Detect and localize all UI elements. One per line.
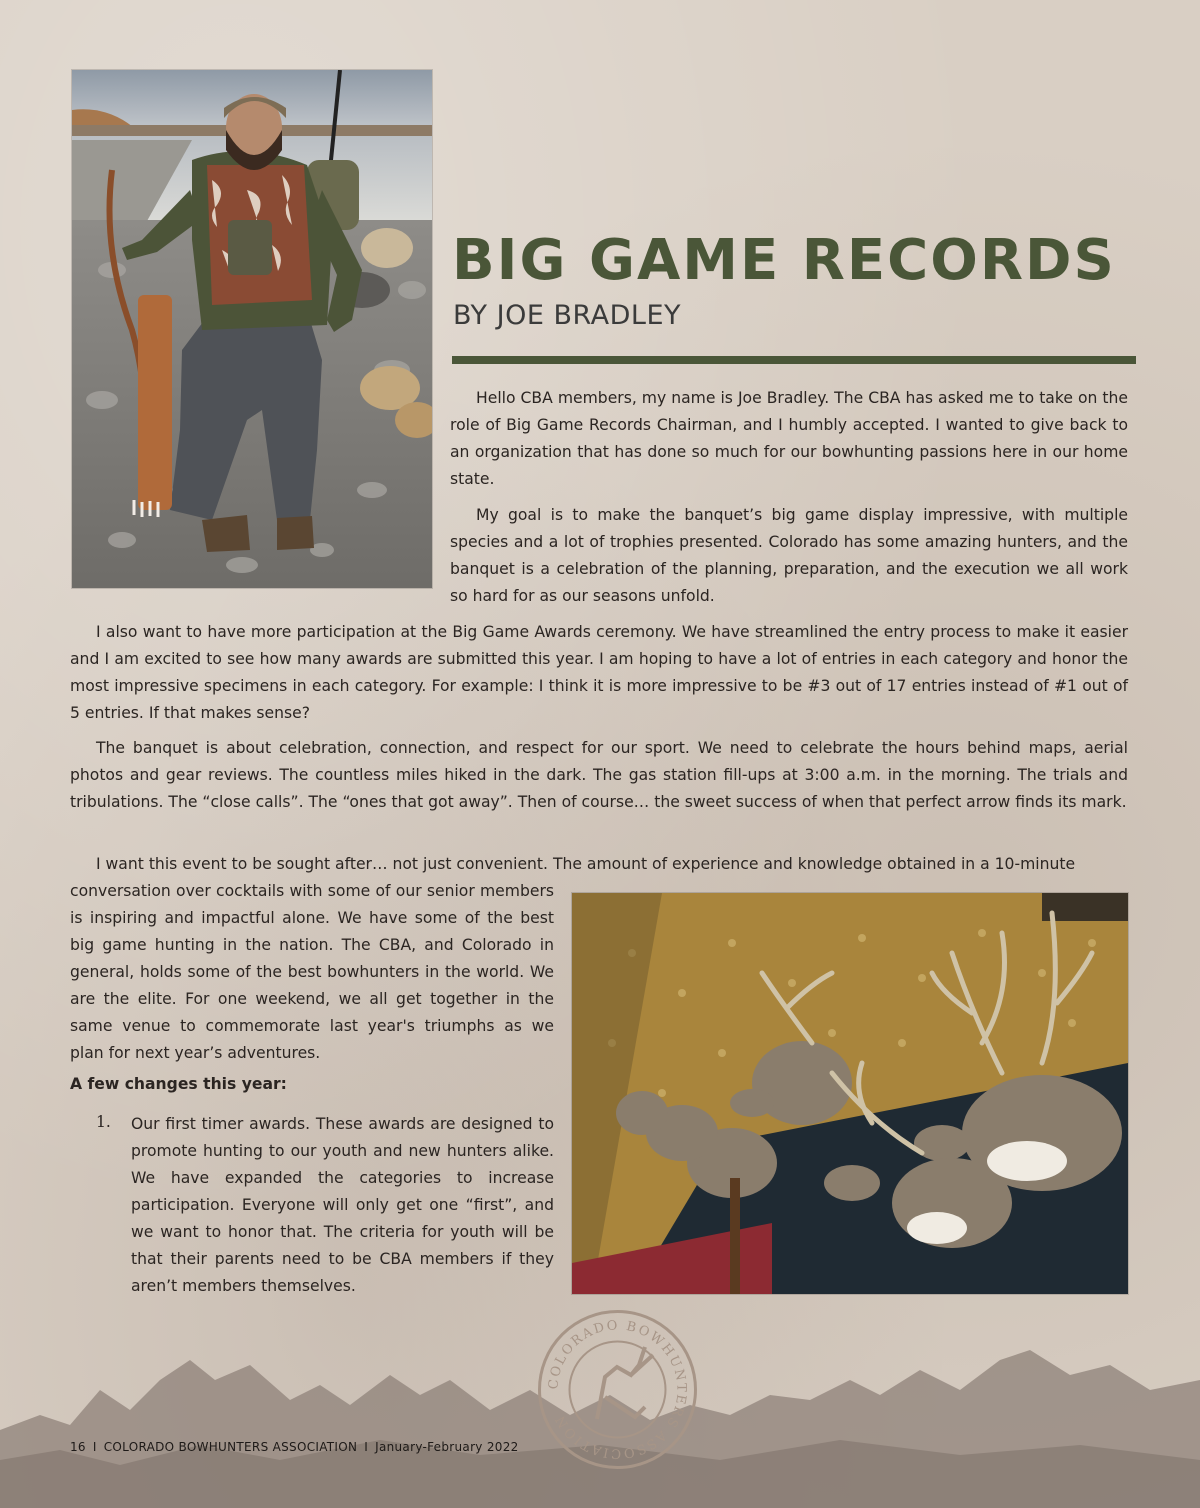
article-paragraph: Hello CBA members, my name is Joe Bradley. The CBA has asked me to take on the role of Big Game Records Chairman, and I humbly accepted. I wanted to give back to an organization that has done so much for our bowhunting passions here in our home state. [450,389,1128,488]
publication-name: COLORADO BOWHUNTERS ASSOCIATION [103,1440,358,1454]
article-paragraph: I also want to have more participation at the Big Game Awards ceremony. We have streamlined the entry process to make it easier and I am excited to see how many awards are submitted this year. I am hoping to have a lot of entries in each category and honor the most impressive specimens in each category. For example: I think it is more impressive to be #3 out of 17 entries instead of #1 out of 5 entries. If that makes sense? [70,623,1128,722]
list-item-number: 1. [96,1113,111,1131]
article-paragraph-continued: conversation over cocktails with some of our senior members is inspiring and impactful alone. We have some of the best big game hunting in the nation. The CBA, and Colorado in general, holds some of the best bowhunters in the world. We are the elite. For one weekend, we all get together in the same venue to commemorate last year's triumphs as we plan for next year’s adventures. [70,882,554,1062]
hunter-photo [72,70,432,588]
article-paragraph: My goal is to make the banquet’s big game display impressive, with multiple species and a lot of trophies presented. Colorado has some amazing hunters, and the banquet is a celebration of the planning, preparation, and the execution we all work so hard for as our seasons unfold. [450,506,1128,605]
article-paragraph: I want this event to be sought after… not just convenient. The amount of experience and knowledge obtained in a 10-minute [96,855,1076,873]
article-byline: BY JOE BRADLEY [453,300,682,331]
issue-date: January-February 2022 [375,1440,519,1454]
footer-separator: I [92,1440,97,1454]
article-title: BIG GAME RECORDS [452,228,1116,293]
page-number: 16 [70,1440,86,1454]
trophy-mounts-photo [572,893,1128,1294]
footer-separator: I [364,1440,369,1454]
svg-text:COLORADO BOWHUNTERS ASSOCIATIO [546,1318,688,1460]
page-footer [70,1440,519,1454]
article-paragraph: The banquet is about celebration, connection, and respect for our sport. We need to celebrate the hours behind maps, aerial photos and gear reviews. The countless miles hiked in the dark. The gas station fill-ups at 3:00 a.m. in the morning. The trials and tribulations. The “close calls”. The “ones that got away”. Then of course… the sweet success of when that perfect arrow finds its mark. [70,739,1128,811]
title-divider [452,356,1136,364]
cba-seal [535,1307,700,1472]
changes-subheading: A few changes this year: [70,1075,287,1093]
seal-text: COLORADO BOWHUNTERS ASSOCIATION [546,1318,689,1461]
list-item-text: Our first timer awards. These awards are designed to promote hunting to our youth and new hunters alike. We have expanded the categories to increase participation. Everyone will only get one “first”, and we want to honor that. The criteria for youth will be that their parents need to be CBA members if they aren’t members themselves. [131,1115,554,1295]
